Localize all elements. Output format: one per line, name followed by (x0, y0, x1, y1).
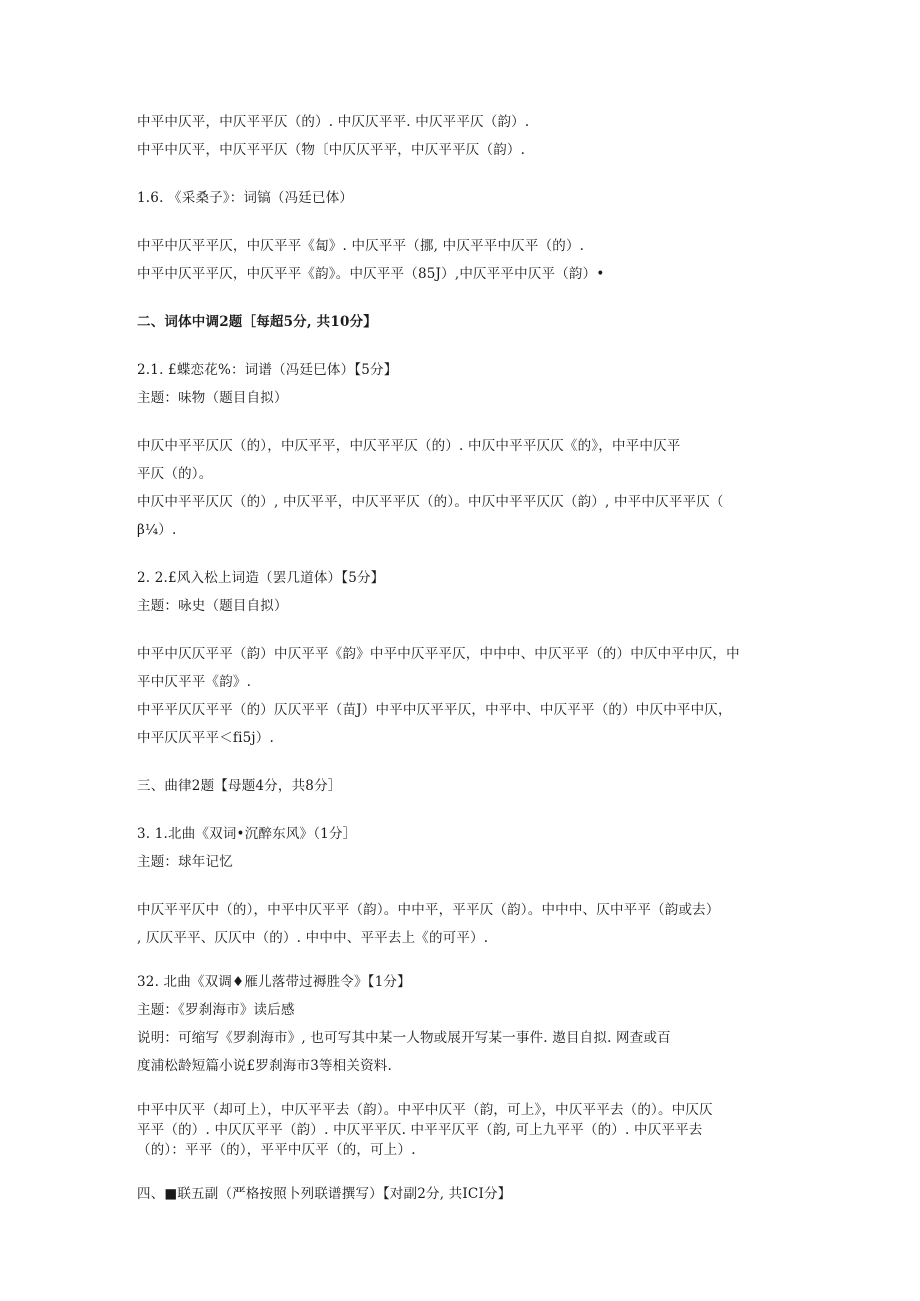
text-line: （的）：平平（的），平平中仄平（的，可上）. (137, 1142, 416, 1158)
text-line: 中平仄仄平平＜fi5j）. (137, 730, 274, 746)
theme-line: 主题：《罗刹海市》读后感 (137, 1002, 295, 1018)
text-line: 中平中仄仄平平（韵）中仄平平《韵》中平中仄平平仄，中中中、中仄平平（的）中仄中平中仄，中 (137, 646, 740, 662)
theme-line: 主题：味物（题目自拟） (137, 390, 288, 406)
item-heading: 32. 北曲《双调♦雁儿落带过褥胜令》【1分】 (137, 974, 411, 990)
text-line: 中平中仄平平仄，中仄平平《匐》. 中仄平平（挪, 中仄平平中仄平（的）. (137, 238, 585, 254)
text-line: 中仄中平平仄仄（的），中仄平平，中仄平平仄（的）. 中仄中平平仄仄《的》，中平中仄平 (137, 438, 681, 454)
text-line: , 仄仄平平、仄仄中（的）. 中中中、平平去上《的可平）. (137, 930, 489, 946)
text-line: β¼）. (137, 522, 177, 538)
text-line: 中平平仄仄平平（的）仄仄平平（苗J）中平中仄平平仄，中平中、中仄平平（的）中仄中平中仄， (137, 702, 732, 718)
text-line: 中仄中平平仄仄（的）, 中仄平平，中仄平平仄（的）。中仄中平平仄仄（韵）, 中平中仄平平仄（ (137, 494, 724, 510)
item-heading: 3. 1.北曲《双词•沉醉东风》（1分］ (137, 826, 357, 842)
text-line: 中平中仄平（却可上），中仄平平去（韵）。中平中仄平（韵，可上》，中仄平平去（的）。中仄仄 (137, 1102, 713, 1118)
document-page (137, 108, 797, 1208)
theme-line: 主题：球年记忆 (137, 854, 233, 870)
item-heading: 2. 2.£风入松上词造（罢几道体）【5分】 (137, 570, 385, 586)
text-line: 中平中仄平平仄，中仄平平《韵》。中仄平平（85J）,中仄平平中仄平（韵）• (137, 266, 605, 282)
theme-line: 主题：咏史（题目自拟） (137, 598, 288, 614)
part-heading: 四、■联五副（严格按照卜列联谱撰写）【对副2分, 共ICI分】 (137, 1186, 512, 1202)
text-line: 平平（的）. 中仄仄平平（韵）. 中仄平平仄. 中平平仄平（韵, 可上九平平（的）. 中仄平平去 (137, 1122, 703, 1138)
text-line: 中平中仄平，中仄平平仄（物〔中仄仄平平，中仄平平仄（韵）. (137, 142, 526, 158)
section-heading: 1.6. 《采桑子》：词镐（冯廷已体） (137, 190, 354, 206)
note-line: 说明：可缩写《罗刹海市》, 也可写其中某一人物或展开写某一事件. 遨目自拟. 网查或百 (137, 1030, 671, 1046)
item-heading: 2.1. £蝶恋花%：词谱（冯廷巳体）【5分】 (137, 362, 398, 378)
part-heading: 二、词体中调2题［每超5分, 共10分】 (137, 314, 377, 330)
text-line: 平仄（的）。 (137, 466, 213, 482)
part-heading: 三、曲律2题【母题4分，共8分］ (137, 778, 342, 794)
text-line: 中仄平平仄中（的），中平中仄平平（韵）。中中平，平平仄（韵）。中中中、仄中平平（韵或去） (137, 902, 720, 918)
text-line: 中平中仄平，中仄平平仄（的）. 中仄仄平平. 中仄平平仄（韵）. (137, 114, 530, 130)
note-line: 度浦松龄短篇小说£罗刹海市3等相关资料. (137, 1058, 392, 1074)
text-line: 平中仄平平《韵》. (137, 674, 252, 690)
